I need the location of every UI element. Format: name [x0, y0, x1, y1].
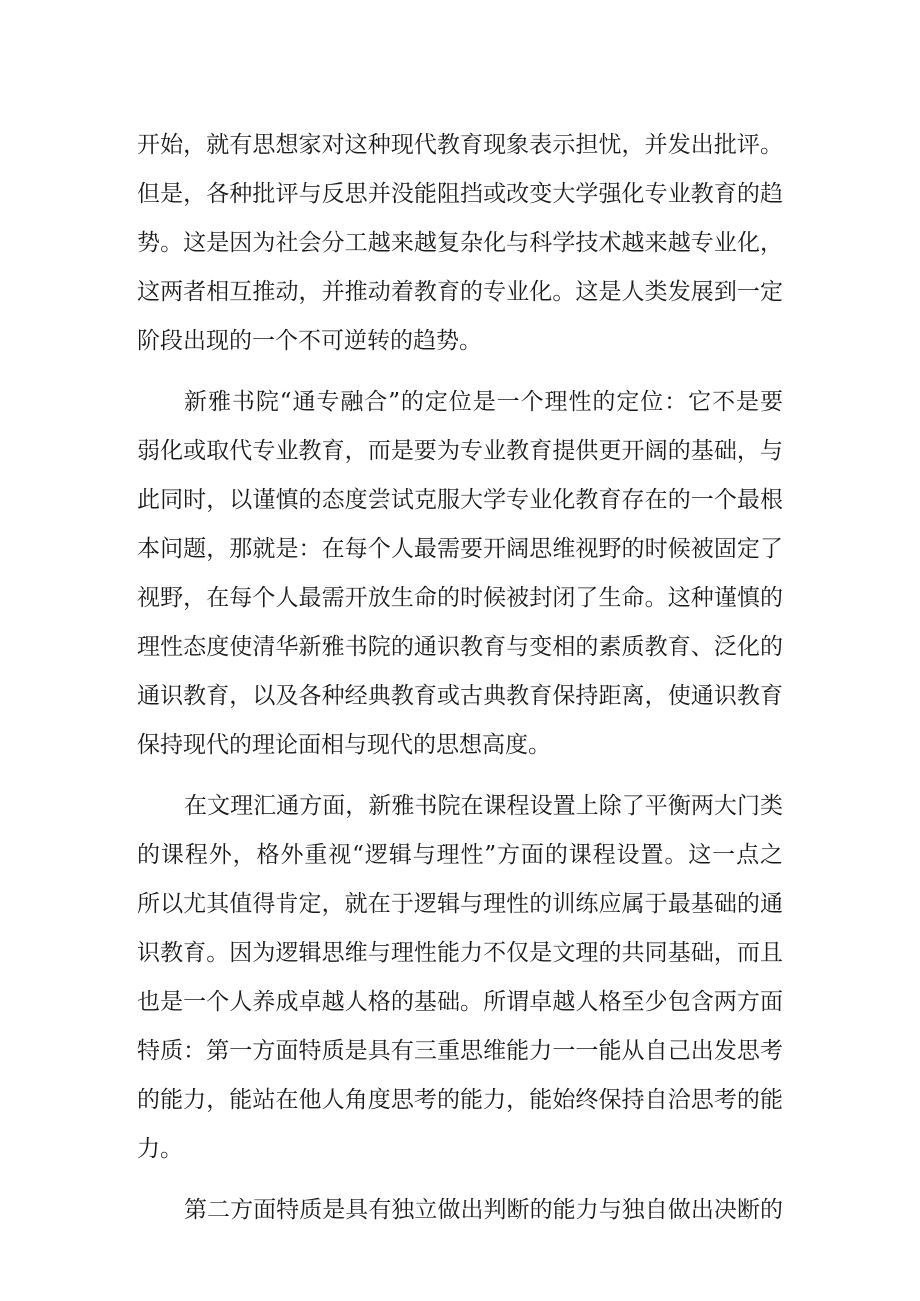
text-line: 开始，就有思想家对这种现代教育现象表示担忧，并发出批评。	[137, 132, 783, 158]
text-line: 力。	[137, 1136, 183, 1162]
text-line: 但是，各种批评与反思并没能阻挡或改变大学强化专业教育的趋	[137, 181, 783, 207]
text-line: 识教育。因为逻辑思维与理性能力不仅是文理的共同基础，而且	[137, 940, 783, 966]
text-line: 第二方面特质是具有独立做出判断的能力与独自做出决断的	[184, 1197, 783, 1223]
text-line: 这两者相互推动，并推动着教育的专业化。这是人类发展到一定	[137, 279, 783, 305]
text-line: 势。这是因为社会分工越来越复杂化与科学技术越来越专业化，	[137, 230, 783, 256]
text-line: 所以尤其值得肯定，就在于逻辑与理性的训练应属于最基础的通	[137, 891, 783, 917]
text-line: 新雅书院“通专融合”的定位是一个理性的定位：它不是要	[184, 389, 783, 415]
paragraph-1	[137, 121, 783, 366]
text-line: 保持现代的理论面相与现代的思想高度。	[137, 732, 551, 758]
text-line: 特质：第一方面特质是具有三重思维能力一一能从自己出发思考	[137, 1038, 783, 1064]
text-line: 通识教育，以及各种经典教育或古典教育保持距离，使通识教育	[137, 683, 783, 709]
text-line: 理性态度使清华新雅书院的通识教育与变相的素质教育、泛化的	[137, 634, 783, 660]
text-line: 视野，在每个人最需开放生命的时候被封闭了生命。这种谨慎的	[137, 585, 783, 611]
paragraph-3	[137, 782, 783, 1174]
text-line: 的课程外，格外重视“逻辑与理性”方面的课程设置。这一点之	[137, 842, 783, 868]
paragraph-2	[137, 378, 783, 770]
text-line: 弱化或取代专业教育，而是要为专业教育提供更开阔的基础，与	[137, 438, 783, 464]
text-line: 本问题，那就是：在每个人最需要开阔思维视野的时候被固定了	[137, 536, 783, 562]
document-page	[137, 121, 783, 1247]
paragraph-4	[137, 1186, 783, 1235]
text-line: 的能力，能站在他人角度思考的能力，能始终保持自洽思考的能	[137, 1087, 783, 1113]
text-line: 也是一个人养成卓越人格的基础。所谓卓越人格至少包含两方面	[137, 989, 783, 1015]
text-line: 在文理汇通方面，新雅书院在课程设置上除了平衡两大门类	[184, 793, 783, 819]
text-line: 此同时，以谨慎的态度尝试克服大学专业化教育存在的一个最根	[137, 487, 783, 513]
text-line: 阶段出现的一个不可逆转的趋势。	[137, 328, 482, 354]
